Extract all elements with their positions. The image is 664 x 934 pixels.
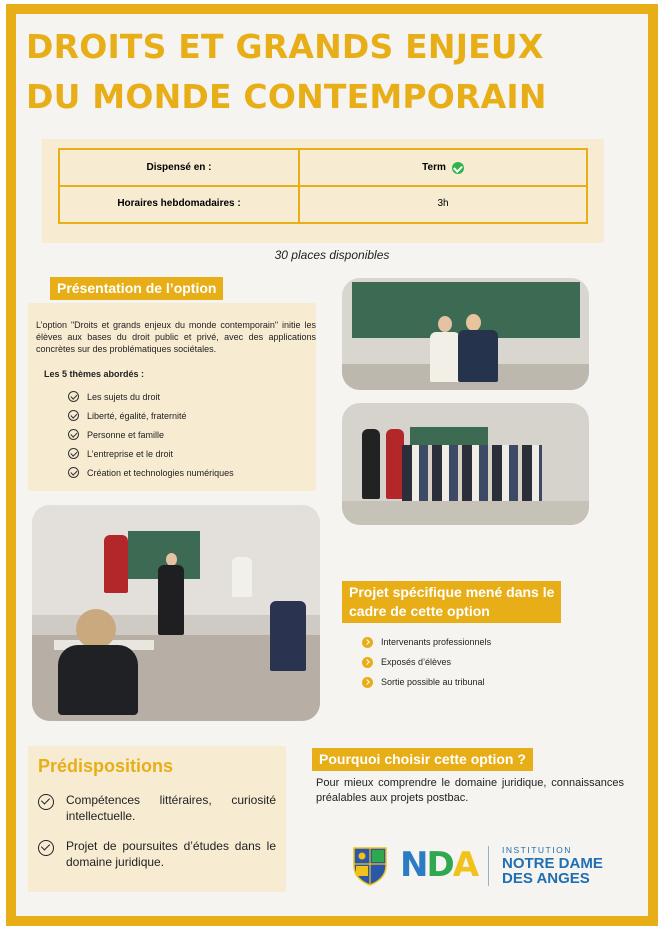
predispositions-heading: Prédispositions bbox=[38, 756, 174, 776]
info-value-level bbox=[300, 150, 586, 185]
chevron-right-icon bbox=[362, 677, 373, 688]
coat-of-arms-icon bbox=[352, 846, 388, 886]
check-circle-icon bbox=[38, 794, 54, 810]
list-item: Création et technologies numériques bbox=[68, 463, 234, 482]
list-item: Exposés d’élèves bbox=[362, 652, 491, 672]
check-circle-icon bbox=[452, 162, 464, 174]
projet-heading-line2: cadre de cette option bbox=[349, 603, 490, 619]
check-circle-icon bbox=[68, 448, 79, 459]
chevron-right-icon bbox=[362, 657, 373, 668]
themes-title: Les 5 thèmes abordés : bbox=[44, 369, 145, 379]
photo-group bbox=[342, 403, 589, 525]
check-circle-icon bbox=[68, 429, 79, 440]
photo-speakers bbox=[342, 278, 589, 390]
check-circle-icon bbox=[38, 840, 54, 856]
list-item: Sortie possible au tribunal bbox=[362, 672, 491, 692]
info-value-hours: 3h bbox=[437, 198, 449, 209]
check-circle-icon bbox=[68, 467, 79, 478]
list-item: Les sujets du droit bbox=[68, 387, 234, 406]
presentation-panel bbox=[28, 303, 316, 491]
chevron-right-icon bbox=[362, 637, 373, 648]
logo-divider bbox=[488, 846, 489, 886]
info-label-level: Dispensé en : bbox=[60, 150, 300, 185]
school-name: NOTRE DAME DES ANGES bbox=[502, 855, 603, 887]
photo-classroom bbox=[32, 505, 320, 721]
check-circle-icon bbox=[68, 391, 79, 402]
info-panel bbox=[42, 139, 604, 243]
presentation-text: L’option "Droits et grands enjeux du monde contemporain" initie les élèves aux bases du droit public et privé, avec des applications concrètes sur des problématiques sociétales. bbox=[36, 320, 316, 354]
list-item: Liberté, égalité, fraternité bbox=[68, 406, 234, 425]
page-title: DROITS ET GRANDS ENJEUX DU MONDE CONTEMPORAIN bbox=[26, 27, 547, 116]
institution-label: INSTITUTION bbox=[502, 845, 572, 855]
list-item: Intervenants professionnels bbox=[362, 632, 491, 652]
projet-heading-line1: Projet spécifique mené dans le bbox=[349, 584, 555, 600]
info-table bbox=[58, 148, 588, 224]
info-label-hours: Horaires hebdomadaires : bbox=[60, 185, 300, 222]
list-item: Projet de poursuites d’études dans le domaine juridique. bbox=[38, 838, 276, 870]
pourquoi-heading: Pourquoi choisir cette option ? bbox=[312, 748, 533, 771]
projet-heading bbox=[342, 581, 561, 623]
nda-logo-text: NDA bbox=[400, 845, 478, 885]
school-logo bbox=[352, 842, 622, 888]
level-value: Term bbox=[422, 162, 446, 173]
list-item: Personne et famille bbox=[68, 425, 234, 444]
presentation-heading: Présentation de l’option bbox=[50, 277, 223, 300]
themes-list bbox=[68, 387, 234, 482]
places-available: 30 places disponibles bbox=[274, 248, 390, 262]
check-circle-icon bbox=[68, 410, 79, 421]
info-row-level bbox=[60, 150, 586, 187]
projet-list bbox=[362, 632, 491, 692]
predispositions-panel bbox=[28, 746, 286, 892]
pourquoi-text: Pour mieux comprendre le domaine juridique, connaissances préalables aux projets postbac. bbox=[316, 777, 624, 804]
list-item: L’entreprise et le droit bbox=[68, 444, 234, 463]
info-row-hours bbox=[60, 185, 586, 222]
list-item: Compétences littéraires, curiosité intellectuelle. bbox=[38, 792, 276, 824]
